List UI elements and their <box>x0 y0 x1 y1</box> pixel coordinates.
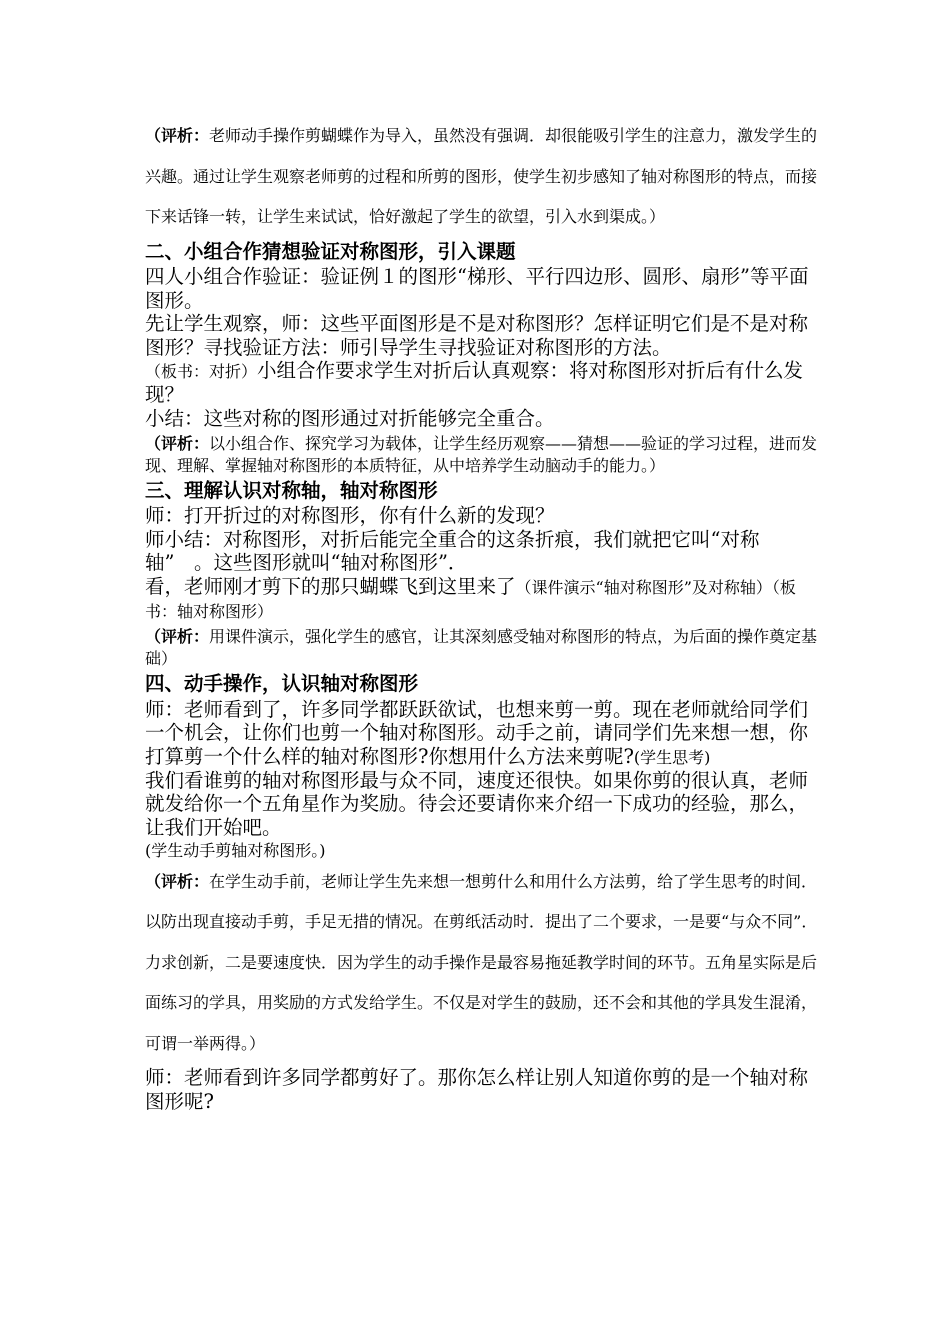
body-text: 小组合作要求学生对折后认真观察：将对称图形对折后有什么发现？ <box>145 359 804 407</box>
document-page <box>145 116 825 1113</box>
section-heading: 三、理解认识对称轴，轴对称图形 <box>145 478 438 502</box>
comment-text: 用课件演示，强化学生的感官，让其深刻感受轴对称图形的特点，为后面的操作奠定基础） <box>145 627 818 669</box>
comment-paragraph <box>145 626 825 670</box>
comment-label: （评析： <box>145 126 210 145</box>
body-paragraph: 师：打开折过的对称图形，你有什么新的发现？ <box>145 504 555 528</box>
student-note: (学生动手剪轴对称图形。) <box>145 840 326 860</box>
comment-paragraph <box>145 433 825 477</box>
comment-text: 老师动手操作剪蝴蝶作为导入，虽然没有强调．却很能吸引学生的注意力，激发学生的兴趣。通过让学生观察老师剪的过程和所剪的图形，使学生初步感知了轴对称图形的特点，而接下来话锋一转，让学生来试试，恰好激起了学生的欲望，引入水到渠成。） <box>145 126 818 226</box>
comment-label: （评析： <box>145 433 210 453</box>
comment-text: 以小组合作、探究学习为载体，让学生经历观察——猜想——验证的学习过程，进而发现、理解、掌握轴对称图形的本质特征，从中培养学生动脑动手的能力。） <box>145 433 818 475</box>
body-paragraph: 小结：这些对称的图形通过对折能够完全重合。 <box>145 407 555 431</box>
comment-label: （评析： <box>145 871 210 891</box>
comment-text: 在学生动手前，老师让学生先来想一想剪什么和用什么方法剪，给了学生思考的时间．以防出现直接动手剪，手足无措的情况。在剪纸活动时．提出了二个要求，一是要“与众不同”．力求创新，二是要速度快．因为学生的动手操作是最容易拖延教学时间的环节。五角星实际是后面练习的学具，用奖励的方式发给学生。不仅是对学生的鼓励，还不会和其他的学具发生混淆，可谓一举两得。） <box>145 871 818 1053</box>
body-paragraph <box>145 698 825 769</box>
student-note: (学生思考) <box>633 747 711 767</box>
body-paragraph: 先让学生观察，师：这些平面图形是不是对称图形？怎样证明它们是不是对称图形？寻找验证方法：师引导学生寻找验证对称图形的方法。 <box>145 312 809 359</box>
body-text: 看，老师刚才剪下的那只蝴蝶飞到这里来了 <box>145 575 516 599</box>
comment-paragraph <box>145 862 825 1065</box>
board-note: （课件演示“轴对称图形”及对称轴）（板书：轴对称图形） <box>145 578 796 622</box>
body-paragraph <box>145 359 825 407</box>
section-heading: 二、小组合作猜想验证对称图形，引入课题 <box>145 239 516 263</box>
body-paragraph <box>145 575 825 623</box>
body-paragraph: 师小结：对称图形，对折后能完全重合的这条折痕，我们就把它叫“对称轴” 。这些图形就叫“轴对称图形”． <box>145 527 760 575</box>
body-text: 师：老师看到了，许多同学都跃跃欲试，也想来剪一剪。现在老师就给同学们一个机会，让你们也剪一个轴对称图形。动手之前，请同学们先来想一想，你打算剪一个什么样的轴对称图形?你想用什么方法来剪呢? <box>145 697 809 768</box>
body-paragraph: 师：老师看到许多同学都剪好了。那你怎么样让别人知道你剪的是一个轴对称图形呢? <box>145 1066 809 1113</box>
comment-paragraph <box>145 116 825 238</box>
comment-label: （评析： <box>145 627 210 647</box>
body-paragraph: 我们看谁剪的轴对称图形最与众不同，速度还很快。如果你剪的很认真，老师就发给你一个五角星作为奖励。待会还要请你来介绍一下成功的经验，那么，让我们开始吧。 <box>145 768 809 839</box>
board-note: （板书：对折） <box>145 362 258 382</box>
section-heading: 四、动手操作，认识轴对称图形 <box>145 672 419 696</box>
body-paragraph: 四人小组合作验证：验证例１的图形“梯形、平行四边形、圆形、扇形”等平面图形。 <box>145 265 809 312</box>
